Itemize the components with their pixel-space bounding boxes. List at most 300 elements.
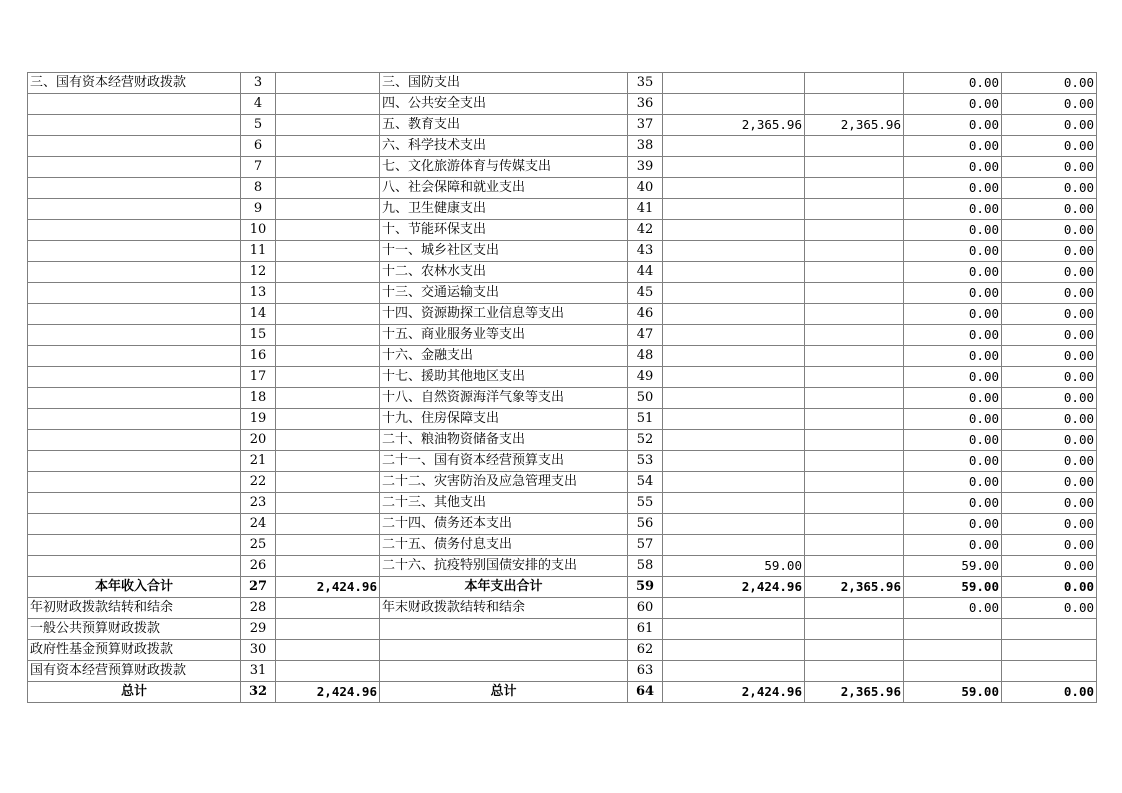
general-budget-amount: 2,365.96 xyxy=(805,577,904,598)
expense-row-number: 53 xyxy=(628,451,663,472)
expense-row-number: 46 xyxy=(628,304,663,325)
income-item-label: 本年收入合计 xyxy=(28,577,241,598)
fund-budget-amount: 0.00 xyxy=(904,241,1002,262)
expense-item-label: 十八、自然资源海洋气象等支出 xyxy=(380,388,628,409)
expense-row-number: 37 xyxy=(628,115,663,136)
expense-item-label: 四、公共安全支出 xyxy=(380,94,628,115)
expense-row-number: 35 xyxy=(628,73,663,94)
income-item-label xyxy=(28,430,241,451)
expense-item-label: 二十、粮油物资储备支出 xyxy=(380,430,628,451)
income-amount xyxy=(276,535,380,556)
expense-total xyxy=(663,325,805,346)
fund-budget-amount: 0.00 xyxy=(904,367,1002,388)
state-capital-budget-amount: 0.00 xyxy=(1002,430,1097,451)
income-row-number: 22 xyxy=(241,472,276,493)
income-item-label xyxy=(28,346,241,367)
state-capital-budget-amount: 0.00 xyxy=(1002,241,1097,262)
expense-row-number: 63 xyxy=(628,661,663,682)
expense-row-number: 49 xyxy=(628,367,663,388)
table-row xyxy=(28,304,1097,325)
income-item-label xyxy=(28,367,241,388)
fund-budget-amount: 0.00 xyxy=(904,136,1002,157)
income-row-number: 25 xyxy=(241,535,276,556)
state-capital-budget-amount: 0.00 xyxy=(1002,682,1097,703)
income-row-number: 9 xyxy=(241,199,276,220)
income-row-number: 26 xyxy=(241,556,276,577)
income-item-label xyxy=(28,115,241,136)
state-capital-budget-amount: 0.00 xyxy=(1002,514,1097,535)
fund-budget-amount: 0.00 xyxy=(904,430,1002,451)
expense-row-number: 36 xyxy=(628,94,663,115)
expense-item-label: 二十四、债务还本支出 xyxy=(380,514,628,535)
expense-total xyxy=(663,220,805,241)
state-capital-budget-amount: 0.00 xyxy=(1002,136,1097,157)
income-amount xyxy=(276,556,380,577)
income-item-label: 总计 xyxy=(28,682,241,703)
general-budget-amount xyxy=(805,451,904,472)
general-budget-amount xyxy=(805,619,904,640)
expense-item-label: 七、文化旅游体育与传媒支出 xyxy=(380,157,628,178)
general-budget-amount xyxy=(805,472,904,493)
expense-row-number: 62 xyxy=(628,640,663,661)
general-budget-amount xyxy=(805,241,904,262)
general-budget-amount xyxy=(805,157,904,178)
expense-row-number: 58 xyxy=(628,556,663,577)
state-capital-budget-amount: 0.00 xyxy=(1002,346,1097,367)
expense-row-number: 64 xyxy=(628,682,663,703)
table-row xyxy=(28,598,1097,619)
general-budget-amount xyxy=(805,430,904,451)
total-row xyxy=(28,682,1097,703)
expense-row-number: 40 xyxy=(628,178,663,199)
expense-total xyxy=(663,367,805,388)
expense-row-number: 59 xyxy=(628,577,663,598)
expense-item-label: 二十六、抗疫特别国债安排的支出 xyxy=(380,556,628,577)
table-row xyxy=(28,73,1097,94)
general-budget-amount xyxy=(805,220,904,241)
table-row xyxy=(28,178,1097,199)
state-capital-budget-amount: 0.00 xyxy=(1002,115,1097,136)
general-budget-amount xyxy=(805,346,904,367)
income-row-number: 30 xyxy=(241,640,276,661)
income-row-number: 29 xyxy=(241,619,276,640)
table-row xyxy=(28,283,1097,304)
state-capital-budget-amount: 0.00 xyxy=(1002,367,1097,388)
state-capital-budget-amount: 0.00 xyxy=(1002,199,1097,220)
general-budget-amount xyxy=(805,73,904,94)
expense-total xyxy=(663,661,805,682)
income-item-label xyxy=(28,388,241,409)
income-row-number: 6 xyxy=(241,136,276,157)
income-item-label xyxy=(28,178,241,199)
table-row xyxy=(28,367,1097,388)
income-amount xyxy=(276,94,380,115)
income-amount xyxy=(276,220,380,241)
income-row-number: 27 xyxy=(241,577,276,598)
general-budget-amount xyxy=(805,388,904,409)
expense-row-number: 44 xyxy=(628,262,663,283)
income-item-label xyxy=(28,199,241,220)
expense-total xyxy=(663,640,805,661)
state-capital-budget-amount: 0.00 xyxy=(1002,304,1097,325)
table-row xyxy=(28,409,1097,430)
income-row-number: 4 xyxy=(241,94,276,115)
expense-item-label: 二十二、灾害防治及应急管理支出 xyxy=(380,472,628,493)
expense-item-label: 十六、金融支出 xyxy=(380,346,628,367)
state-capital-budget-amount: 0.00 xyxy=(1002,451,1097,472)
state-capital-budget-amount: 0.00 xyxy=(1002,535,1097,556)
state-capital-budget-amount: 0.00 xyxy=(1002,94,1097,115)
fund-budget-amount: 0.00 xyxy=(904,178,1002,199)
general-budget-amount: 2,365.96 xyxy=(805,682,904,703)
expense-total xyxy=(663,451,805,472)
fund-budget-amount: 59.00 xyxy=(904,682,1002,703)
income-row-number: 12 xyxy=(241,262,276,283)
expense-item-label: 本年支出合计 xyxy=(380,577,628,598)
income-item-label xyxy=(28,283,241,304)
expense-row-number: 51 xyxy=(628,409,663,430)
income-item-label xyxy=(28,451,241,472)
income-amount xyxy=(276,283,380,304)
state-capital-budget-amount: 0.00 xyxy=(1002,493,1097,514)
expense-item-label: 总计 xyxy=(380,682,628,703)
fund-budget-amount: 0.00 xyxy=(904,220,1002,241)
income-amount xyxy=(276,493,380,514)
income-amount xyxy=(276,661,380,682)
general-budget-amount xyxy=(805,325,904,346)
expense-row-number: 48 xyxy=(628,346,663,367)
expense-total xyxy=(663,409,805,430)
table-row xyxy=(28,430,1097,451)
income-amount: 2,424.96 xyxy=(276,577,380,598)
general-budget-amount xyxy=(805,409,904,430)
table-row xyxy=(28,514,1097,535)
table-row xyxy=(28,325,1097,346)
income-row-number: 14 xyxy=(241,304,276,325)
fund-budget-amount: 0.00 xyxy=(904,262,1002,283)
expense-total xyxy=(663,241,805,262)
fund-budget-amount: 0.00 xyxy=(904,346,1002,367)
expense-total xyxy=(663,535,805,556)
state-capital-budget-amount xyxy=(1002,661,1097,682)
fund-budget-amount: 0.00 xyxy=(904,598,1002,619)
expense-row-number: 60 xyxy=(628,598,663,619)
state-capital-budget-amount: 0.00 xyxy=(1002,157,1097,178)
expense-item-label: 十四、资源勘探工业信息等支出 xyxy=(380,304,628,325)
table-row xyxy=(28,556,1097,577)
table-row xyxy=(28,493,1097,514)
state-capital-budget-amount: 0.00 xyxy=(1002,283,1097,304)
expense-row-number: 50 xyxy=(628,388,663,409)
table-row xyxy=(28,94,1097,115)
income-amount xyxy=(276,640,380,661)
income-row-number: 11 xyxy=(241,241,276,262)
table-row xyxy=(28,346,1097,367)
expense-total xyxy=(663,388,805,409)
expense-total xyxy=(663,598,805,619)
fund-budget-amount: 0.00 xyxy=(904,493,1002,514)
income-amount xyxy=(276,388,380,409)
general-budget-amount xyxy=(805,514,904,535)
income-amount xyxy=(276,199,380,220)
fund-budget-amount xyxy=(904,661,1002,682)
income-item-label xyxy=(28,304,241,325)
income-row-number: 20 xyxy=(241,430,276,451)
income-amount xyxy=(276,619,380,640)
fund-budget-amount: 0.00 xyxy=(904,409,1002,430)
income-item-label: 国有资本经营预算财政拨款 xyxy=(28,661,241,682)
general-budget-amount xyxy=(805,640,904,661)
income-amount xyxy=(276,325,380,346)
income-row-number: 7 xyxy=(241,157,276,178)
fund-budget-amount: 0.00 xyxy=(904,94,1002,115)
fund-budget-amount: 0.00 xyxy=(904,535,1002,556)
expense-item-label: 十五、商业服务业等支出 xyxy=(380,325,628,346)
expense-total: 2,424.96 xyxy=(663,682,805,703)
income-item-label xyxy=(28,535,241,556)
income-row-number: 28 xyxy=(241,598,276,619)
table-row xyxy=(28,241,1097,262)
expense-total xyxy=(663,283,805,304)
expense-total xyxy=(663,136,805,157)
expense-item-label: 年末财政拨款结转和结余 xyxy=(380,598,628,619)
state-capital-budget-amount: 0.00 xyxy=(1002,598,1097,619)
income-row-number: 16 xyxy=(241,346,276,367)
income-row-number: 24 xyxy=(241,514,276,535)
expense-row-number: 43 xyxy=(628,241,663,262)
general-budget-amount xyxy=(805,535,904,556)
fund-budget-amount: 0.00 xyxy=(904,157,1002,178)
income-amount xyxy=(276,514,380,535)
fund-budget-amount: 0.00 xyxy=(904,325,1002,346)
income-row-number: 3 xyxy=(241,73,276,94)
fund-budget-amount: 0.00 xyxy=(904,388,1002,409)
expense-item-label: 八、社会保障和就业支出 xyxy=(380,178,628,199)
income-amount xyxy=(276,73,380,94)
expense-total xyxy=(663,304,805,325)
expense-row-number: 42 xyxy=(628,220,663,241)
table-row xyxy=(28,199,1097,220)
general-budget-amount xyxy=(805,283,904,304)
expense-total xyxy=(663,346,805,367)
expense-row-number: 38 xyxy=(628,136,663,157)
general-budget-amount xyxy=(805,262,904,283)
income-item-label xyxy=(28,94,241,115)
expense-total: 59.00 xyxy=(663,556,805,577)
income-row-number: 19 xyxy=(241,409,276,430)
income-row-number: 8 xyxy=(241,178,276,199)
income-item-label xyxy=(28,220,241,241)
income-item-label: 政府性基金预算财政拨款 xyxy=(28,640,241,661)
expense-item-label xyxy=(380,661,628,682)
income-row-number: 10 xyxy=(241,220,276,241)
income-amount xyxy=(276,472,380,493)
income-amount xyxy=(276,598,380,619)
fund-budget-amount: 59.00 xyxy=(904,556,1002,577)
expense-total: 2,424.96 xyxy=(663,577,805,598)
state-capital-budget-amount: 0.00 xyxy=(1002,73,1097,94)
income-item-label xyxy=(28,514,241,535)
income-item-label xyxy=(28,325,241,346)
income-row-number: 5 xyxy=(241,115,276,136)
expense-row-number: 47 xyxy=(628,325,663,346)
income-item-label xyxy=(28,409,241,430)
expense-item-label: 二十一、国有资本经营预算支出 xyxy=(380,451,628,472)
income-amount xyxy=(276,451,380,472)
table-row xyxy=(28,451,1097,472)
fund-budget-amount: 0.00 xyxy=(904,451,1002,472)
table-row xyxy=(28,388,1097,409)
income-row-number: 32 xyxy=(241,682,276,703)
general-budget-amount xyxy=(805,493,904,514)
expense-item-label xyxy=(380,619,628,640)
general-budget-amount xyxy=(805,304,904,325)
income-amount xyxy=(276,304,380,325)
income-amount xyxy=(276,409,380,430)
fund-budget-amount: 0.00 xyxy=(904,304,1002,325)
table-row xyxy=(28,640,1097,661)
expense-total: 2,365.96 xyxy=(663,115,805,136)
income-amount xyxy=(276,136,380,157)
table-row xyxy=(28,115,1097,136)
general-budget-amount xyxy=(805,94,904,115)
expense-row-number: 54 xyxy=(628,472,663,493)
income-amount xyxy=(276,430,380,451)
table-row xyxy=(28,262,1097,283)
income-amount xyxy=(276,241,380,262)
table-row xyxy=(28,661,1097,682)
expense-total xyxy=(663,94,805,115)
state-capital-budget-amount: 0.00 xyxy=(1002,220,1097,241)
income-row-number: 13 xyxy=(241,283,276,304)
expense-item-label: 三、国防支出 xyxy=(380,73,628,94)
fund-budget-amount: 0.00 xyxy=(904,73,1002,94)
state-capital-budget-amount: 0.00 xyxy=(1002,178,1097,199)
general-budget-amount xyxy=(805,178,904,199)
state-capital-budget-amount xyxy=(1002,640,1097,661)
expense-item-label: 十三、交通运输支出 xyxy=(380,283,628,304)
table-body xyxy=(28,73,1097,703)
expense-item-label xyxy=(380,640,628,661)
expense-total xyxy=(663,73,805,94)
expense-item-label: 十七、援助其他地区支出 xyxy=(380,367,628,388)
fund-budget-amount: 0.00 xyxy=(904,115,1002,136)
expense-item-label: 十、节能环保支出 xyxy=(380,220,628,241)
expense-item-label: 十九、住房保障支出 xyxy=(380,409,628,430)
fund-budget-amount: 0.00 xyxy=(904,283,1002,304)
income-item-label xyxy=(28,556,241,577)
income-amount xyxy=(276,367,380,388)
expense-total xyxy=(663,199,805,220)
expense-row-number: 61 xyxy=(628,619,663,640)
state-capital-budget-amount xyxy=(1002,619,1097,640)
expense-item-label: 十二、农林水支出 xyxy=(380,262,628,283)
budget-table xyxy=(27,72,1097,703)
income-item-label xyxy=(28,241,241,262)
fund-budget-amount xyxy=(904,640,1002,661)
expense-item-label: 二十三、其他支出 xyxy=(380,493,628,514)
fund-budget-amount: 0.00 xyxy=(904,199,1002,220)
general-budget-amount xyxy=(805,136,904,157)
table-row xyxy=(28,619,1097,640)
fund-budget-amount xyxy=(904,619,1002,640)
expense-row-number: 39 xyxy=(628,157,663,178)
state-capital-budget-amount: 0.00 xyxy=(1002,325,1097,346)
expense-item-label: 六、科学技术支出 xyxy=(380,136,628,157)
income-item-label xyxy=(28,493,241,514)
table-row xyxy=(28,535,1097,556)
income-row-number: 18 xyxy=(241,388,276,409)
state-capital-budget-amount: 0.00 xyxy=(1002,388,1097,409)
income-item-label: 年初财政拨款结转和结余 xyxy=(28,598,241,619)
expense-total xyxy=(663,493,805,514)
expense-total xyxy=(663,157,805,178)
income-item-label xyxy=(28,472,241,493)
income-amount xyxy=(276,262,380,283)
expense-total xyxy=(663,178,805,199)
income-item-label xyxy=(28,262,241,283)
income-amount: 2,424.96 xyxy=(276,682,380,703)
income-amount xyxy=(276,115,380,136)
state-capital-budget-amount: 0.00 xyxy=(1002,472,1097,493)
expense-row-number: 56 xyxy=(628,514,663,535)
fund-budget-amount: 59.00 xyxy=(904,577,1002,598)
income-row-number: 21 xyxy=(241,451,276,472)
state-capital-budget-amount: 0.00 xyxy=(1002,577,1097,598)
fund-budget-amount: 0.00 xyxy=(904,514,1002,535)
fund-budget-amount: 0.00 xyxy=(904,472,1002,493)
general-budget-amount xyxy=(805,598,904,619)
income-item-label: 一般公共预算财政拨款 xyxy=(28,619,241,640)
expense-item-label: 十一、城乡社区支出 xyxy=(380,241,628,262)
state-capital-budget-amount: 0.00 xyxy=(1002,409,1097,430)
table-row xyxy=(28,220,1097,241)
general-budget-amount xyxy=(805,661,904,682)
total-row xyxy=(28,577,1097,598)
table-row xyxy=(28,472,1097,493)
income-row-number: 23 xyxy=(241,493,276,514)
income-row-number: 31 xyxy=(241,661,276,682)
table-row xyxy=(28,157,1097,178)
general-budget-amount xyxy=(805,367,904,388)
income-row-number: 17 xyxy=(241,367,276,388)
state-capital-budget-amount: 0.00 xyxy=(1002,556,1097,577)
expense-total xyxy=(663,262,805,283)
expense-row-number: 55 xyxy=(628,493,663,514)
expense-row-number: 45 xyxy=(628,283,663,304)
general-budget-amount xyxy=(805,199,904,220)
income-row-number: 15 xyxy=(241,325,276,346)
expense-item-label: 二十五、债务付息支出 xyxy=(380,535,628,556)
income-item-label xyxy=(28,157,241,178)
expense-item-label: 五、教育支出 xyxy=(380,115,628,136)
income-amount xyxy=(276,346,380,367)
income-amount xyxy=(276,178,380,199)
income-amount xyxy=(276,157,380,178)
state-capital-budget-amount: 0.00 xyxy=(1002,262,1097,283)
expense-total xyxy=(663,472,805,493)
expense-total xyxy=(663,514,805,535)
expense-total xyxy=(663,430,805,451)
general-budget-amount: 2,365.96 xyxy=(805,115,904,136)
expense-row-number: 41 xyxy=(628,199,663,220)
income-item-label xyxy=(28,136,241,157)
expense-total xyxy=(663,619,805,640)
general-budget-amount xyxy=(805,556,904,577)
income-item-label: 三、国有资本经营财政拨款 xyxy=(28,73,241,94)
table-row xyxy=(28,136,1097,157)
expense-row-number: 57 xyxy=(628,535,663,556)
